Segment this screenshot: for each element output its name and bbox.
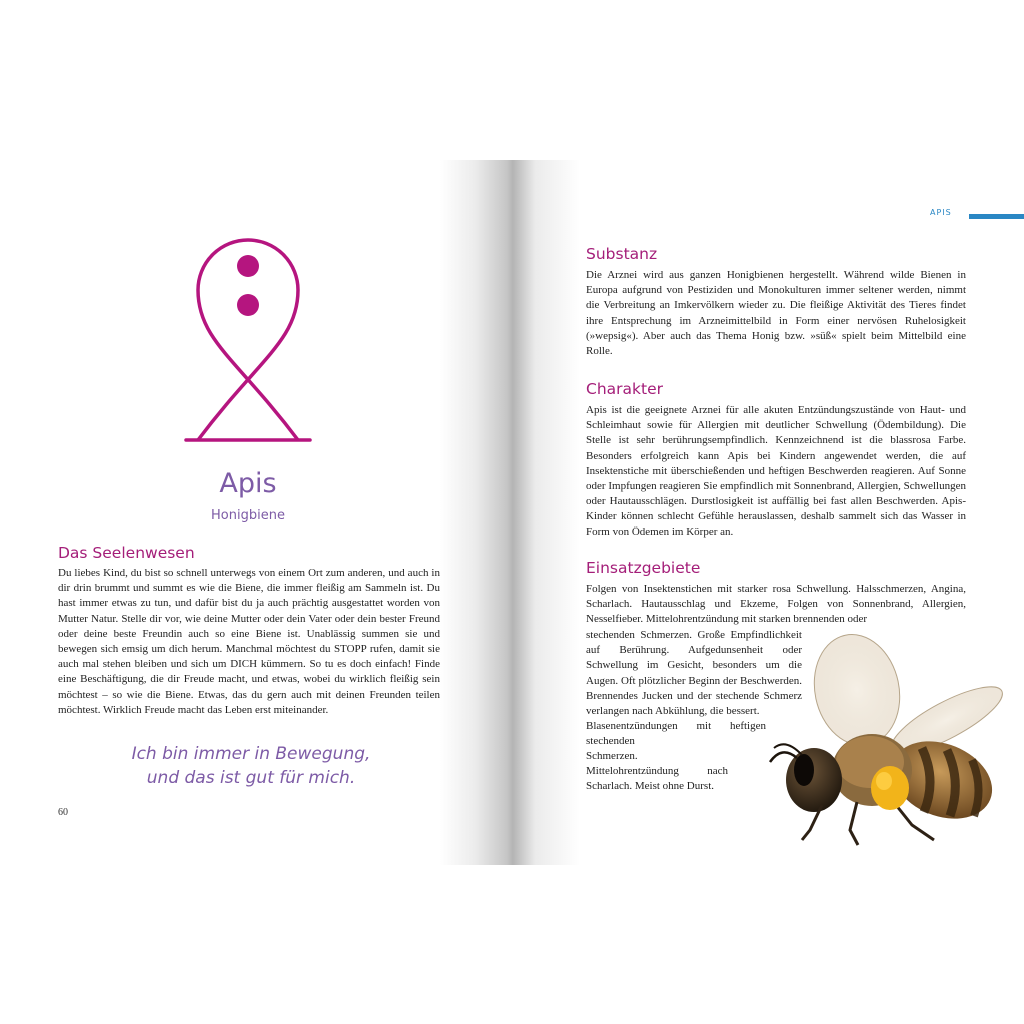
section-text-substanz: Die Arznei wird aus ganzen Honigbienen hergestellt. Während wilde Bienen in Europa aufgrund von Pestiziden und Monokulturen immer seltener werden, nimmt die Verbreitung an Imkervölkern wieder zu. Die fleißige Aktivität des Tieres findet ihre Entsprechung im Arzneimittelbild in Form einer nervösen Ruhelosigkeit (»wepsig«). Aber auch das Thema Honig bzw. »süß« spielt beim Mittelbild eine Rolle. [586,269,966,358]
section-heading-seelenwesen: Das Seelenwesen [58,544,195,562]
remedy-title: Apis [219,468,277,499]
section-heading-substanz: Substanz [586,245,658,263]
apis-symbol-icon [178,210,318,450]
section-text-charakter: Apis ist die geeignete Arznei für alle akuten Entzündungszustände von Haut- und Schleimhaut sowie für Allergien mit deutlicher Schwellung (Ödembildung). Die Stelle ist sehr berührungsempfindlich. Kennzeichnend ist die blassrosa Farbe. Besonders erfolgreich kann Apis bei Kindern angewendet werden, die auf Insektenstiche mit überschießenden und heftigen Beschwerden reagieren. Auf Sonne oder Impfungen reagieren Sie empfindlich mit Sonnenbrand, Allergien, Schwellungen oder Hautausschlägen. Durstlosigkeit ist auffällig bei fast allen Beschwerden. Apis-Kinder können schlecht Gefühle herauslassen, deshalb sammelt sich das Wasser in Form von Ödemen im Körper an. [586,404,966,538]
quote-line-1: Ich bin immer in Bewegung, [131,744,371,764]
honeybee-image [762,630,1012,855]
running-head-bar [969,214,1024,219]
section-text-einsatzgebiete-end: Schmerzen. Mittelohrentzündung nach Scharlach. Meist ohne Durst. [586,750,728,793]
section-text-einsatzgebiete: Folgen von Insektenstichen mit starker rosa Schwellung. Halsschmerzen, Angina, Scharlach. Hautausschlag und Ekzeme, Folgen von Sonnenbrand, Allergien, Nesselfieber. Mittelohrentzündung mit starken brennenden oder [586,583,966,626]
section-text-einsatzgebiete-narrow: Blasenentzündungen mit heftigen stechenden [586,720,766,748]
remedy-subtitle: Honigbiene [211,508,285,523]
book-gutter-shadow [440,160,580,865]
section-heading-charakter: Charakter [586,380,663,398]
affirmation-quote [58,742,444,790]
section-text-seelenwesen: Du liebes Kind, du bist so schnell unterwegs von einem Ort zum anderen, und auch in dir drin brummt und summt es wie die Biene, die immer fleißig am Sammeln ist. Du hast immer etwas zu tun, und dafür bist du ja auch prächtig ausgestattet worden von Mutter Natur. Stelle dir vor, wie deine Mutter oder dein Vater oder dein bester Freund oder deine beste Freundin auch so eine Biene ist. Unablässig summen sie und bewegen sich emsig um dich herum. Manchmal möchtest du STOPP rufen, damit sie auch mal stehen bleiben und sich um DICH kümmern. So tu es doch einfach! Finde eine Beschäftigung, die dir Freude macht, und etwas, wobei du wirklich fleißig sein möchtest – so wie die Biene. Etwas, das du gern auch mit deinen Freunden teilen möchtest. Wirklich Freude macht das Leben erst miteinander. [58,567,440,716]
section-heading-einsatzgebiete: Einsatzgebiete [586,559,701,577]
page-number: 60 [58,807,68,818]
quote-line-2: und das ist gut für mich. [146,768,356,788]
section-text-einsatzgebiete-wrap: stechenden Schmerzen. Große Empfindlichkeit auf Berührung. Aufgedunsenheit oder Schwellung im Gesicht, besonders um die Augen. Oft plötzlicher Beginn der Beschwerden. Brennendes Jucken und der stechende Schmerz verlangen nach Abkühlung, die bessert. [586,629,802,718]
running-head: APIS [930,208,952,217]
